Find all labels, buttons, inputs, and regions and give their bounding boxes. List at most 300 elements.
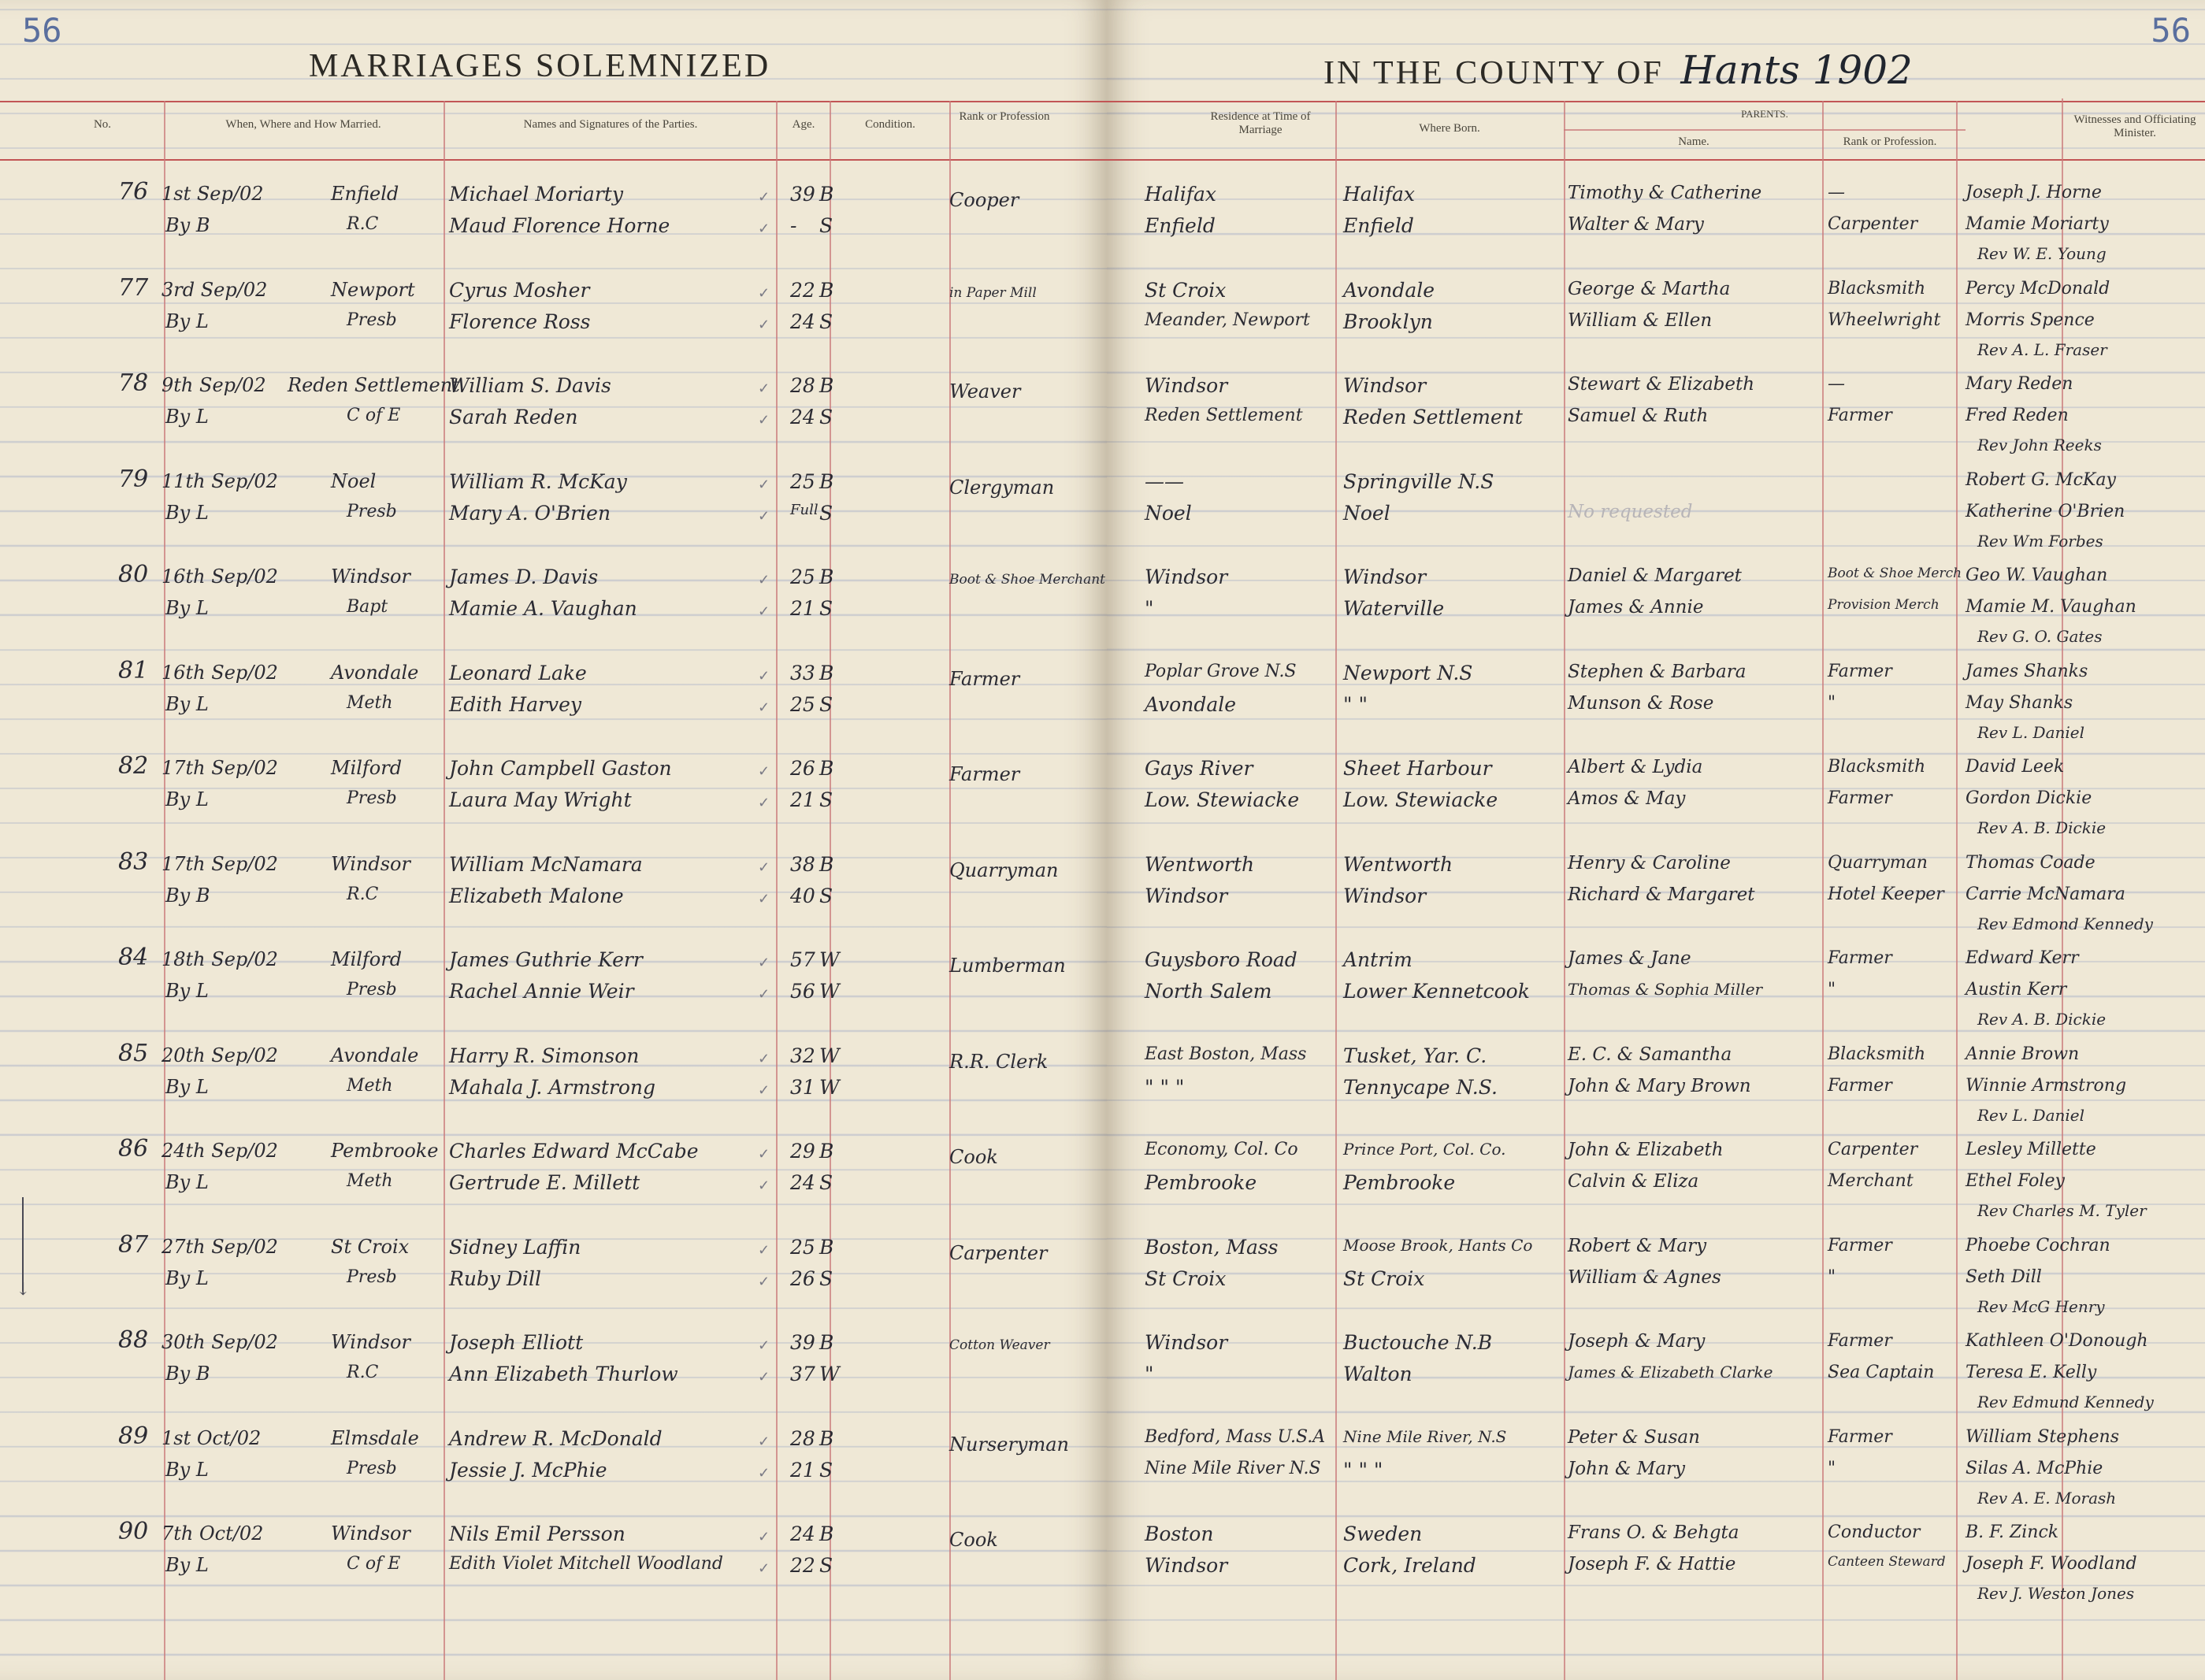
witness-two: Carrie McNamara bbox=[1966, 884, 2125, 904]
groom-residence: Guysboro Road bbox=[1145, 948, 1297, 971]
bride-birthplace: Waterville bbox=[1343, 597, 1445, 620]
bride-residence: Low. Stewiacke bbox=[1145, 788, 1300, 811]
bride-parent-rank: " bbox=[1828, 1266, 1836, 1287]
groom-residence: Gays River bbox=[1145, 757, 1253, 780]
witness-two: Morris Spence bbox=[1966, 310, 2095, 330]
witness-one: Geo W. Vaughan bbox=[1966, 566, 2108, 585]
entry-date: 16th Sep/02 bbox=[161, 661, 278, 684]
witness-two: Joseph F. Woodland bbox=[1966, 1554, 2137, 1574]
bride-name: Jessie J. McPhie bbox=[449, 1458, 607, 1482]
bride-name: Edith Harvey bbox=[449, 692, 582, 716]
entry-denomination: Presb bbox=[347, 1266, 397, 1287]
groom-parent-rank: Farmer bbox=[1828, 661, 1892, 681]
witness-one: Thomas Coade bbox=[1966, 852, 2095, 873]
bride-parents: John & Mary Brown bbox=[1568, 1075, 1751, 1096]
check-mark-icon: ✓ bbox=[758, 1369, 770, 1385]
officiating-minister: Rev L. Daniel bbox=[1977, 722, 2085, 742]
groom-condition: B bbox=[819, 852, 834, 876]
bride-name: Maud Florence Horne bbox=[449, 214, 670, 237]
header-no: No. bbox=[93, 118, 112, 131]
witness-one: David Leek bbox=[1966, 757, 2065, 777]
bride-age: 56 bbox=[790, 980, 815, 1003]
bride-age: 22 bbox=[790, 1554, 815, 1577]
groom-birthplace: Halifax bbox=[1343, 183, 1415, 206]
bride-condition: S bbox=[819, 1266, 833, 1290]
bride-name: Rachel Annie Weir bbox=[449, 980, 634, 1003]
groom-parent-rank: Farmer bbox=[1828, 1331, 1892, 1351]
bride-age: 37 bbox=[790, 1363, 815, 1385]
entry-how: By B bbox=[165, 884, 210, 907]
bride-residence: Windsor bbox=[1145, 884, 1228, 907]
bride-birthplace: " " " bbox=[1343, 1458, 1383, 1482]
column-divider bbox=[776, 101, 778, 1680]
bride-residence: Reden Settlement bbox=[1145, 406, 1303, 425]
bride-birthplace: Tennycape N.S. bbox=[1343, 1075, 1498, 1099]
bride-condition: S bbox=[819, 692, 833, 716]
bride-age: Full bbox=[790, 501, 819, 518]
bride-name: Mary A. O'Brien bbox=[449, 501, 611, 525]
bride-age: 21 bbox=[790, 1458, 815, 1482]
witness-one: Annie Brown bbox=[1966, 1044, 2080, 1064]
officiating-minister: Rev John Reeks bbox=[1977, 436, 2102, 454]
officiating-minister: Rev A. B. Dickie bbox=[1977, 818, 2107, 837]
header-bottom-rule bbox=[1107, 159, 2205, 161]
groom-parents: James & Jane bbox=[1568, 948, 1691, 969]
rank-profession: Cotton Weaver bbox=[949, 1337, 1050, 1353]
groom-parents: Peter & Susan bbox=[1568, 1426, 1700, 1448]
check-mark-icon: ✓ bbox=[758, 476, 770, 493]
groom-condition: B bbox=[819, 183, 834, 206]
entry-number: 88 bbox=[118, 1326, 149, 1354]
column-divider bbox=[1956, 101, 1958, 1680]
entry-denomination: R.C bbox=[347, 1363, 379, 1382]
groom-parent-rank: Farmer bbox=[1828, 948, 1892, 968]
entry-how: By B bbox=[165, 214, 210, 236]
officiating-minister: Rev Edmond Kennedy bbox=[1977, 914, 2153, 933]
bride-parents: William & Agnes bbox=[1568, 1266, 1721, 1288]
bride-parent-rank: Farmer bbox=[1828, 788, 1892, 808]
entry-date: 20th Sep/02 bbox=[161, 1044, 278, 1066]
groom-residence: Boston, Mass bbox=[1145, 1235, 1279, 1259]
groom-age: 22 bbox=[790, 278, 815, 302]
bride-age: 24 bbox=[790, 310, 815, 333]
header-parent-rank: Rank or Profession. bbox=[1843, 135, 1937, 148]
bride-condition: S bbox=[819, 788, 833, 811]
check-mark-icon: ✓ bbox=[758, 380, 770, 397]
entry-number: 81 bbox=[118, 656, 149, 684]
check-mark-icon: ✓ bbox=[758, 859, 770, 876]
check-mark-icon: ✓ bbox=[758, 1433, 770, 1450]
entry-denomination: Meth bbox=[347, 1075, 393, 1096]
entry-place: Avondale bbox=[331, 661, 419, 684]
check-mark-icon: ✓ bbox=[758, 1560, 770, 1577]
groom-parents: E. C. & Samantha bbox=[1568, 1044, 1732, 1065]
bride-age: 31 bbox=[790, 1075, 815, 1099]
entry-place: Milford bbox=[331, 948, 403, 970]
check-mark-icon: ✓ bbox=[758, 221, 770, 237]
groom-condition: B bbox=[819, 1140, 834, 1163]
officiating-minister: Rev Edmund Kennedy bbox=[1977, 1393, 2154, 1411]
check-mark-icon: ✓ bbox=[758, 1177, 770, 1194]
groom-parents: Daniel & Margaret bbox=[1568, 566, 1742, 586]
bride-condition: S bbox=[819, 310, 833, 333]
entry-denomination: Presb bbox=[347, 501, 397, 521]
groom-residence: St Croix bbox=[1145, 278, 1227, 302]
header-rule bbox=[1107, 101, 2205, 102]
groom-parent-rank: Conductor bbox=[1828, 1522, 1921, 1542]
groom-condition: B bbox=[819, 1426, 834, 1450]
groom-age: 39 bbox=[790, 183, 815, 206]
bride-residence: Avondale bbox=[1145, 692, 1237, 716]
groom-condition: B bbox=[819, 374, 834, 397]
bride-birthplace: Brooklyn bbox=[1343, 310, 1433, 333]
bride-parents: James & Elizabeth Clarke bbox=[1568, 1363, 1773, 1381]
entry-number: 83 bbox=[118, 847, 149, 876]
rank-profession: Boot & Shoe Merchant bbox=[949, 572, 1106, 588]
groom-birthplace: Springville N.S bbox=[1343, 469, 1494, 493]
groom-name: Nils Emil Persson bbox=[449, 1522, 625, 1545]
officiating-minister: Rev A. L. Fraser bbox=[1977, 339, 2107, 359]
bride-condition: S bbox=[819, 214, 833, 237]
groom-age: 39 bbox=[790, 1331, 815, 1354]
bride-parent-rank: Sea Captain bbox=[1828, 1363, 1935, 1382]
groom-residence: Halifax bbox=[1145, 183, 1216, 206]
bride-parent-rank: Farmer bbox=[1828, 1075, 1892, 1096]
groom-name: Leonard Lake bbox=[449, 661, 587, 684]
entry-place: Windsor bbox=[331, 852, 410, 875]
bride-condition: S bbox=[819, 1171, 833, 1194]
entry-denomination: Presb bbox=[347, 1458, 397, 1478]
entry-number: 82 bbox=[118, 752, 149, 780]
bride-condition: W bbox=[819, 1363, 840, 1385]
witness-two: Mamie Moriarty bbox=[1966, 214, 2109, 234]
bride-name: Mamie A. Vaughan bbox=[449, 597, 637, 620]
check-mark-icon: ✓ bbox=[758, 763, 770, 780]
column-divider bbox=[1822, 101, 1824, 1680]
bride-residence: " " " bbox=[1145, 1075, 1185, 1099]
bride-name: Laura May Wright bbox=[449, 788, 632, 811]
groom-name: William McNamara bbox=[449, 852, 643, 876]
header-condition: Condition. bbox=[865, 118, 915, 131]
groom-age: 24 bbox=[790, 1522, 815, 1545]
rank-profession: Lumberman bbox=[949, 955, 1066, 977]
entry-denomination: C of E bbox=[347, 406, 401, 425]
header-born: Where Born. bbox=[1419, 122, 1480, 135]
header-rank: Rank or Profession bbox=[959, 110, 1050, 123]
officiating-minister: Rev L. Daniel bbox=[1977, 1105, 2085, 1125]
officiating-minister: Rev McG Henry bbox=[1977, 1296, 2105, 1316]
entry-number: 85 bbox=[118, 1039, 149, 1067]
entry-how: By B bbox=[165, 1363, 210, 1385]
entry-how: By L bbox=[165, 406, 209, 428]
entry-how: By L bbox=[165, 1458, 209, 1481]
check-mark-icon: ✓ bbox=[758, 572, 770, 588]
entry-number: 76 bbox=[118, 178, 149, 206]
groom-name: James Guthrie Kerr bbox=[449, 948, 643, 971]
bride-condition: W bbox=[819, 980, 840, 1003]
rank-profession: Quarryman bbox=[949, 859, 1059, 881]
rank-profession: Farmer bbox=[949, 667, 1020, 690]
groom-parent-rank: Quarryman bbox=[1828, 852, 1928, 873]
bride-age: 21 bbox=[790, 597, 815, 620]
groom-birthplace: Moose Brook, Hants Co bbox=[1343, 1235, 1533, 1255]
witness-two: Austin Kerr bbox=[1966, 980, 2067, 999]
check-mark-icon: ✓ bbox=[758, 1464, 770, 1482]
check-mark-icon: ✓ bbox=[758, 1529, 770, 1545]
check-mark-icon: ✓ bbox=[758, 1050, 770, 1067]
bride-age: 24 bbox=[790, 406, 815, 428]
left-page-title: MARRIAGES SOLEMNIZED bbox=[309, 48, 771, 84]
bride-birthplace: Walton bbox=[1343, 1363, 1412, 1385]
entry-date: 1st Sep/02 bbox=[161, 183, 264, 205]
groom-name: Michael Moriarty bbox=[449, 183, 623, 206]
column-divider bbox=[444, 101, 445, 1680]
entry-date: 9th Sep/02 bbox=[161, 374, 266, 396]
bride-name: Gertrude E. Millett bbox=[449, 1171, 640, 1194]
rank-profession: Farmer bbox=[949, 763, 1020, 785]
groom-parents: Albert & Lydia bbox=[1568, 757, 1703, 777]
entry-place: Avondale bbox=[331, 1044, 419, 1066]
rank-profession: in Paper Mill bbox=[949, 284, 1037, 301]
groom-parent-rank: Farmer bbox=[1828, 1235, 1892, 1255]
officiating-minister: Rev A. B. Dickie bbox=[1977, 1010, 2107, 1029]
groom-name: Andrew R. McDonald bbox=[449, 1426, 663, 1450]
entry-number: 87 bbox=[118, 1230, 149, 1259]
bride-parents: James & Annie bbox=[1568, 597, 1704, 617]
bride-residence: Pembrooke bbox=[1145, 1171, 1257, 1194]
bride-parents: William & Ellen bbox=[1568, 310, 1713, 331]
bride-birthplace: Reden Settlement bbox=[1343, 406, 1523, 428]
groom-name: John Campbell Gaston bbox=[449, 757, 672, 780]
groom-residence: East Boston, Mass bbox=[1145, 1044, 1307, 1064]
groom-parent-rank: Blacksmith bbox=[1828, 1044, 1926, 1064]
entry-number: 79 bbox=[118, 465, 149, 493]
officiating-minister: Rev J. Weston Jones bbox=[1977, 1584, 2135, 1603]
entry-date: 24th Sep/02 bbox=[161, 1140, 278, 1162]
check-mark-icon: ✓ bbox=[758, 1337, 770, 1354]
witness-one: Joseph J. Horne bbox=[1966, 183, 2102, 202]
entry-number: 80 bbox=[118, 561, 149, 588]
witness-one: Mary Reden bbox=[1966, 374, 2073, 394]
witness-two: Teresa E. Kelly bbox=[1966, 1363, 2097, 1382]
check-mark-icon: ✓ bbox=[758, 667, 770, 684]
check-mark-icon: ✓ bbox=[758, 316, 770, 333]
rank-profession: Cook bbox=[949, 1529, 998, 1551]
witness-one: Phoebe Cochran bbox=[1966, 1235, 2110, 1255]
entry-denomination: Presb bbox=[347, 788, 397, 808]
groom-birthplace: Windsor bbox=[1343, 566, 1427, 588]
bride-condition: W bbox=[819, 1075, 840, 1099]
entry-date: 11th Sep/02 bbox=[161, 469, 278, 492]
entry-how: By L bbox=[165, 980, 209, 1002]
bride-parent-rank: Provision Merch bbox=[1828, 597, 1940, 613]
bride-parents: John & Mary bbox=[1568, 1458, 1686, 1479]
entry-number: 84 bbox=[118, 944, 149, 971]
bride-birthplace: St Croix bbox=[1343, 1266, 1425, 1290]
bride-condition: S bbox=[819, 1458, 833, 1482]
entry-date: 17th Sep/02 bbox=[161, 852, 278, 875]
bride-birthplace: Noel bbox=[1343, 501, 1390, 525]
groom-age: 28 bbox=[790, 374, 815, 397]
groom-birthplace: Antrim bbox=[1343, 948, 1412, 971]
check-mark-icon: ✓ bbox=[758, 1241, 770, 1259]
check-mark-icon: ✓ bbox=[758, 507, 770, 525]
bride-age: 24 bbox=[790, 1171, 815, 1194]
check-mark-icon: ✓ bbox=[758, 699, 770, 716]
bride-parents: Richard & Margaret bbox=[1568, 884, 1755, 905]
groom-residence: Windsor bbox=[1145, 566, 1228, 588]
column-divider bbox=[1335, 101, 1337, 1680]
groom-condition: B bbox=[819, 1522, 834, 1545]
groom-parent-rank: Blacksmith bbox=[1828, 757, 1926, 777]
left-page-number: 56 bbox=[22, 11, 62, 50]
groom-parents: Henry & Caroline bbox=[1568, 852, 1731, 873]
groom-condition: W bbox=[819, 948, 840, 971]
groom-residence: Windsor bbox=[1145, 1331, 1228, 1354]
bride-age: 21 bbox=[790, 788, 815, 811]
groom-condition: B bbox=[819, 469, 834, 493]
officiating-minister: Rev G. O. Gates bbox=[1977, 627, 2103, 646]
check-mark-icon: ✓ bbox=[758, 1273, 770, 1290]
groom-birthplace: Nine Mile River, N.S bbox=[1343, 1426, 1507, 1446]
bride-condition: S bbox=[819, 597, 833, 620]
witness-one: Kathleen O'Donough bbox=[1966, 1331, 2148, 1351]
entry-denomination: Presb bbox=[347, 980, 397, 999]
groom-birthplace: Tusket, Yar. C. bbox=[1343, 1044, 1487, 1067]
rank-profession: Cooper bbox=[949, 189, 1019, 211]
right-page-number: 56 bbox=[2151, 11, 2191, 50]
officiating-minister: Rev A. E. Morash bbox=[1977, 1488, 2117, 1508]
groom-name: Joseph Elliott bbox=[449, 1331, 584, 1354]
header-bottom-rule bbox=[0, 159, 1107, 161]
entry-denomination: C of E bbox=[347, 1554, 401, 1574]
right-page-title bbox=[1323, 47, 1913, 93]
witness-two: Mamie M. Vaughan bbox=[1966, 597, 2136, 617]
bride-parents: Walter & Mary bbox=[1568, 214, 1704, 235]
bride-parents: Thomas & Sophia Miller bbox=[1568, 980, 1763, 999]
bride-birthplace: Lower Kennetcook bbox=[1343, 980, 1530, 1003]
groom-age: 26 bbox=[790, 757, 815, 780]
bride-age: 25 bbox=[790, 692, 815, 716]
bride-birthplace: Pembrooke bbox=[1343, 1171, 1456, 1194]
rank-profession: Nurseryman bbox=[949, 1433, 1070, 1456]
officiating-minister: Rev Wm Forbes bbox=[1977, 531, 2103, 551]
bride-parent-rank: Farmer bbox=[1828, 406, 1892, 425]
entry-denomination: R.C bbox=[347, 214, 379, 234]
bride-parents: Samuel & Ruth bbox=[1568, 406, 1709, 426]
rank-profession: Clergyman bbox=[949, 476, 1055, 499]
groom-parent-rank: Farmer bbox=[1828, 1426, 1892, 1447]
groom-birthplace: Buctouche N.B bbox=[1343, 1331, 1493, 1354]
officiating-minister: Rev Charles M. Tyler bbox=[1977, 1201, 2147, 1220]
bride-name: Ann Elizabeth Thurlow bbox=[449, 1363, 678, 1385]
witness-one: B. F. Zinck bbox=[1966, 1522, 2059, 1542]
bride-parents: Joseph F. & Hattie bbox=[1568, 1554, 1736, 1574]
bride-condition: S bbox=[819, 1554, 833, 1577]
entry-place: Noel bbox=[331, 469, 377, 492]
bride-name: Mahala J. Armstrong bbox=[449, 1075, 656, 1099]
entry-denomination: Presb bbox=[347, 310, 397, 330]
entry-denomination: Bapt bbox=[347, 597, 388, 617]
entry-place: Milford bbox=[331, 757, 403, 779]
header-parents: PARENTS. bbox=[1741, 108, 1788, 120]
witness-two: Katherine O'Brien bbox=[1966, 501, 2125, 521]
bride-residence: " bbox=[1145, 1363, 1154, 1385]
entry-place: Windsor bbox=[331, 1331, 410, 1353]
groom-residence: Economy, Col. Co bbox=[1145, 1140, 1298, 1159]
check-mark-icon: ✓ bbox=[758, 1146, 770, 1163]
bride-name: Edith Violet Mitchell Woodland bbox=[449, 1554, 723, 1574]
groom-parent-rank: — bbox=[1828, 183, 1845, 202]
bride-birthplace: Cork, Ireland bbox=[1343, 1554, 1476, 1577]
entry-denomination: Meth bbox=[347, 1171, 393, 1191]
bride-parent-rank: Hotel Keeper bbox=[1828, 884, 1944, 904]
groom-age: 38 bbox=[790, 852, 815, 876]
entry-number: 90 bbox=[118, 1518, 149, 1545]
entry-number: 78 bbox=[118, 369, 149, 397]
groom-name: James D. Davis bbox=[449, 566, 599, 588]
margin-arrow-head-icon: ↓ bbox=[16, 1280, 31, 1300]
groom-parent-rank: Carpenter bbox=[1828, 1140, 1918, 1159]
groom-condition: B bbox=[819, 566, 834, 588]
entry-denomination: Meth bbox=[347, 692, 393, 713]
entry-number: 86 bbox=[118, 1135, 149, 1163]
groom-birthplace: Sheet Harbour bbox=[1343, 757, 1492, 780]
bride-parent-rank: Wheelwright bbox=[1828, 310, 1941, 330]
margin-arrow-mark bbox=[22, 1197, 24, 1292]
check-mark-icon: ✓ bbox=[758, 189, 770, 206]
bride-parents: Munson & Rose bbox=[1568, 692, 1714, 714]
groom-condition: W bbox=[819, 1044, 840, 1067]
witness-one: Lesley Millette bbox=[1966, 1140, 2096, 1159]
rank-profession: Weaver bbox=[949, 380, 1021, 402]
groom-age: 33 bbox=[790, 661, 815, 684]
entry-how: By L bbox=[165, 1266, 209, 1289]
witness-one: Robert G. McKay bbox=[1966, 469, 2116, 490]
entry-place: Reden Settlement bbox=[288, 374, 460, 396]
witness-one: Percy McDonald bbox=[1966, 278, 2110, 299]
entry-place: Enfield bbox=[331, 183, 399, 205]
bride-birthplace: Windsor bbox=[1343, 884, 1427, 907]
entry-how: By L bbox=[165, 1171, 209, 1193]
entry-date: 30th Sep/02 bbox=[161, 1331, 278, 1353]
groom-birthplace: Avondale bbox=[1343, 278, 1435, 302]
groom-parent-rank: Blacksmith bbox=[1828, 278, 1926, 299]
bride-parent-rank: Merchant bbox=[1828, 1171, 1914, 1191]
groom-name: Sidney Laffin bbox=[449, 1235, 581, 1259]
bride-name: Sarah Reden bbox=[449, 406, 578, 428]
groom-condition: B bbox=[819, 278, 834, 302]
bride-condition: S bbox=[819, 501, 833, 525]
check-mark-icon: ✓ bbox=[758, 986, 770, 1003]
entry-place: Windsor bbox=[331, 566, 410, 588]
groom-parents: Frans O. & Behgta bbox=[1568, 1522, 1739, 1543]
header-residence: Residence at Time of Marriage bbox=[1210, 110, 1311, 136]
groom-age: 28 bbox=[790, 1426, 815, 1450]
bride-parent-rank: Carpenter bbox=[1828, 214, 1918, 234]
entry-how: By L bbox=[165, 1554, 209, 1576]
witness-one: Edward Kerr bbox=[1966, 948, 2079, 968]
header-parent-name: Name. bbox=[1678, 135, 1709, 148]
bride-parent-rank: " bbox=[1828, 1458, 1836, 1478]
entry-date: 7th Oct/02 bbox=[161, 1522, 264, 1545]
groom-birthplace: Newport N.S bbox=[1343, 661, 1473, 684]
groom-birthplace: Prince Port, Col. Co. bbox=[1343, 1140, 1506, 1159]
bride-age: 26 bbox=[790, 1266, 815, 1290]
entry-place: St Croix bbox=[331, 1235, 410, 1258]
groom-birthplace: Windsor bbox=[1343, 374, 1427, 397]
bride-residence: Meander, Newport bbox=[1145, 310, 1310, 330]
